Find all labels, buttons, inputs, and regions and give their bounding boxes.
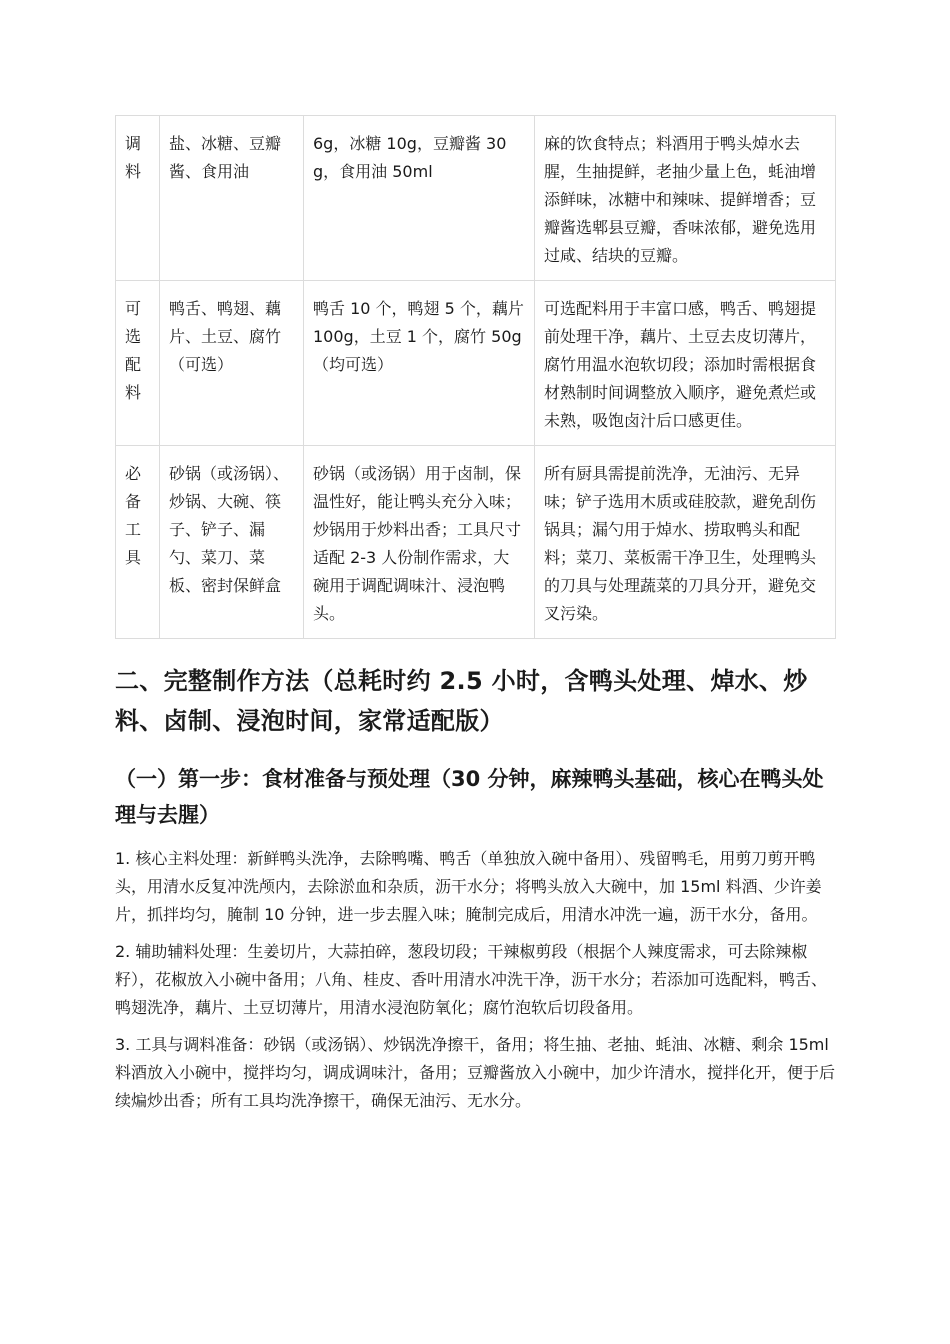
table-row [116, 116, 836, 281]
amount-cell: 砂锅（或汤锅）用于卤制，保温性好，能让鸭头充分入味；炒锅用于炒料出香；工具尺寸适配 2-3 人份制作需求，大碗用于调配调味汁、浸泡鸭头。 [304, 446, 535, 639]
category-cell: 调料 [116, 116, 160, 281]
items-cell: 砂锅（或汤锅）、炒锅、大碗、筷子、铲子、漏勺、菜刀、菜板、密封保鲜盒 [160, 446, 304, 639]
steps-list [115, 845, 835, 1115]
ingredients-table [115, 115, 836, 639]
subsection-heading: （一）第一步：食材准备与预处理（30 分钟，麻辣鸭头基础，核心在鸭头处理与去腥） [115, 767, 824, 827]
step-paragraph: 2. 辅助辅料处理：生姜切片，大蒜拍碎，葱段切段；干辣椒剪段（根据个人辣度需求，可去除辣椒籽），花椒放入小碗中备用；八角、桂皮、香叶用清水冲洗干净，沥干水分；若添加可选配料，鸭舌、鸭翅洗净，藕片、土豆切薄片，用清水浸泡防氧化；腐竹泡软后切段备用。 [115, 942, 828, 1017]
section-heading: 二、完整制作方法（总耗时约 2.5 小时，含鸭头处理、焯水、炒料、卤制、浸泡时间，家常适配版） [115, 667, 808, 735]
category-cell: 必备工具 [116, 446, 160, 639]
notes-cell: 麻的饮食特点；料酒用于鸭头焯水去腥，生抽提鲜，老抽少量上色，蚝油增添鲜味，冰糖中和辣味、提鲜增香；豆瓣酱选郫县豆瓣，香味浓郁，避免选用过咸、结块的豆瓣。 [535, 116, 836, 281]
amount-cell: 6g，冰糖 10g，豆瓣酱 30g，食用油 50ml [304, 116, 535, 281]
step-paragraph: 3. 工具与调料准备：砂锅（或汤锅）、炒锅洗净擦干，备用；将生抽、老抽、蚝油、冰糖、剩余 15ml 料酒放入小碗中，搅拌均匀，调成调味汁，备用；豆瓣酱放入小碗中，加少许清水，搅拌化开，便于后续煸炒出香；所有工具均洗净擦干，确保无油污、无水分。 [115, 1035, 836, 1110]
items-cell: 鸭舌、鸭翅、藕片、土豆、腐竹（可选） [160, 281, 304, 446]
table-row [116, 446, 836, 639]
notes-cell: 可选配料用于丰富口感，鸭舌、鸭翅提前处理干净，藕片、土豆去皮切薄片，腐竹用温水泡软切段；添加时需根据食材熟制时间调整放入顺序，避免煮烂或未熟，吸饱卤汁后口感更佳。 [535, 281, 836, 446]
step-paragraph: 1. 核心主料处理：新鲜鸭头洗净，去除鸭嘴、鸭舌（单独放入碗中备用）、残留鸭毛，用剪刀剪开鸭头，用清水反复冲洗颅内，去除淤血和杂质，沥干水分；将鸭头放入大碗中，加 15ml 料酒、少许姜片，抓拌均匀，腌制 10 分钟，进一步去腥入味；腌制完成后，用清水冲洗一遍，沥干水分，备用。 [115, 849, 822, 924]
table-row [116, 281, 836, 446]
amount-cell: 鸭舌 10 个，鸭翅 5 个，藕片 100g，土豆 1 个，腐竹 50g（均可选） [304, 281, 535, 446]
document-page [115, 115, 835, 1124]
notes-cell: 所有厨具需提前洗净，无油污、无异味；铲子选用木质或硅胶款，避免刮伤锅具；漏勺用于焯水、捞取鸭头和配料；菜刀、菜板需干净卫生，处理鸭头的刀具与处理蔬菜的刀具分开，避免交叉污染。 [535, 446, 836, 639]
items-cell: 盐、冰糖、豆瓣酱、食用油 [160, 116, 304, 281]
category-cell: 可选配料 [116, 281, 160, 446]
